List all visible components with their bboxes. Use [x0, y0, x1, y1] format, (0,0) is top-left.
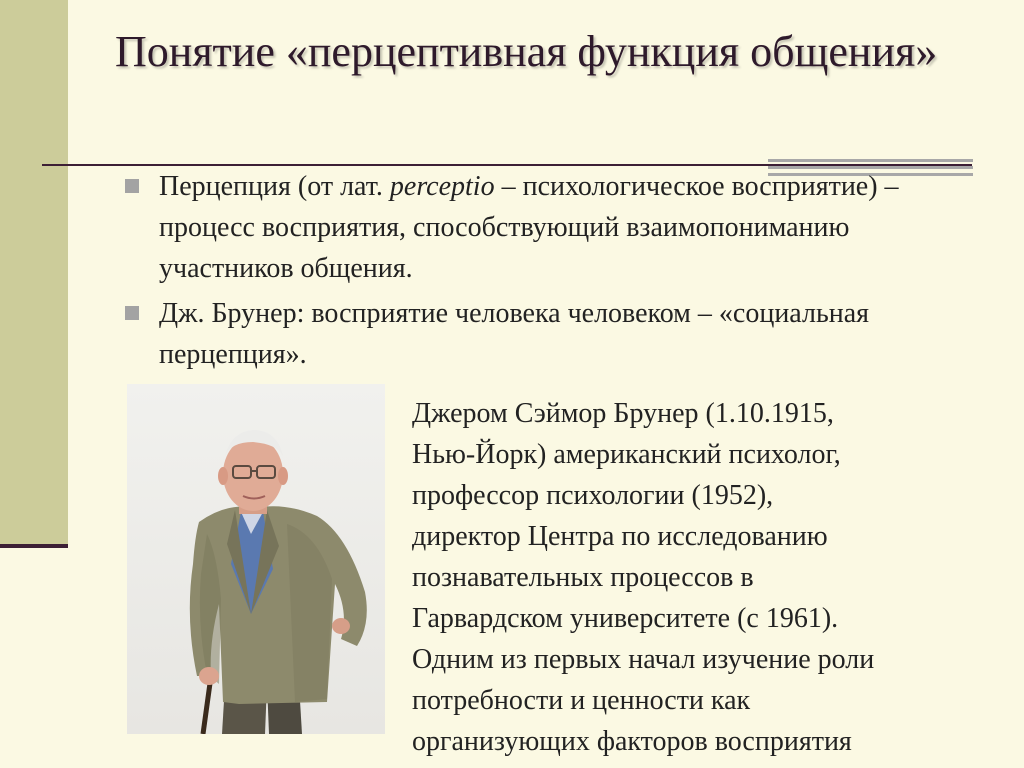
bio-line: профессор психологии (1952), [412, 480, 774, 511]
square-bullet-icon [125, 179, 139, 193]
bullet-text-after: – психологическое восприятие) – процесс восприятия, способствующий взаимопониманию участников общения. [159, 171, 899, 284]
slide-title: Понятие «перцептивная функция общения» [115, 27, 938, 76]
bio-paragraph [412, 393, 992, 762]
bio-line: потребности и ценности как [412, 685, 751, 716]
portrait-photo [127, 384, 385, 734]
bio-line: познавательных процессов в [412, 562, 754, 593]
portrait-illustration [127, 384, 385, 734]
bullet-item-perception [125, 166, 955, 289]
bio-line: Нью-Йорк) американский психолог, [412, 439, 841, 470]
square-bullet-icon [125, 306, 139, 320]
bio-line: Одним из первых начал изучение роли [412, 644, 875, 675]
bio-line: организующих факторов восприятия [412, 726, 852, 757]
bullet-text-before: Перцепция (от лат. [159, 171, 390, 202]
bio-line: директор Центра по исследованию [412, 521, 828, 552]
bullet-text: Дж. Брунер: восприятие человека человеком – «социальная перцепция». [159, 298, 870, 370]
bullet-item-bruner [125, 293, 955, 375]
bullet-text-italic-term: perceptio [389, 171, 495, 202]
bio-line: Джером Сэймор Брунер (1.10.1915, [412, 398, 834, 429]
bullet-list [125, 166, 955, 379]
left-accent-strip [0, 0, 68, 546]
left-accent-underline [0, 544, 68, 548]
bio-line: Гарвардском университете (с 1961). [412, 603, 839, 634]
